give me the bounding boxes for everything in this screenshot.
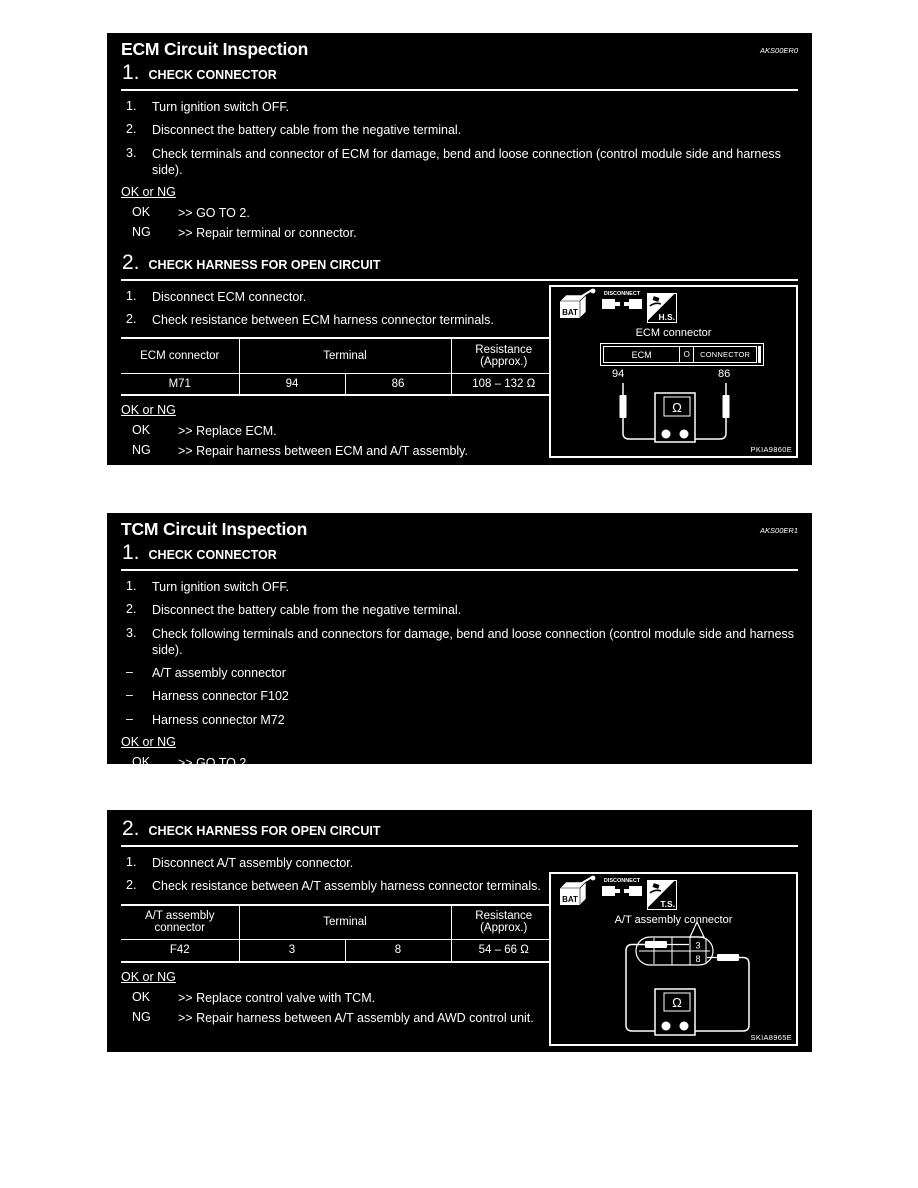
terminal-number: 86 [718,368,731,380]
result-action: >> Repair terminal or connector. [178,226,357,241]
dash-item [121,712,798,728]
list-text: Disconnect the battery cable from the negative terminal. [152,603,462,618]
list-marker: 2. [126,602,137,617]
list-marker: 3. [126,625,137,640]
list-marker: 1. [126,855,137,869]
section-header [121,39,798,60]
result-row [121,775,798,791]
list-item [121,146,798,179]
result-key: OK [132,754,151,769]
figure-code: SKIA8965E [750,1033,792,1042]
step-title: CHECK CONNECTOR [148,548,277,562]
list-item [121,626,798,659]
at-assembly-connector-figure [549,872,798,1046]
connector-end-cap [758,346,761,363]
result-key: OK [132,989,151,1004]
dash-marker: – [126,688,133,703]
result-key: OK [132,423,151,437]
resistance-spec-table [121,337,556,396]
step-title: CHECK HARNESS FOR OPEN CIRCUIT [148,824,381,838]
step-body [121,289,558,460]
resistance-spec-table [121,904,556,963]
table-row [121,373,556,395]
tcm-step2-section [107,810,812,1052]
result-row [121,1010,558,1026]
step-title: CHECK CONNECTOR [148,68,277,82]
step-number: 2. [122,817,140,840]
result-action: >> GO TO 2. [178,755,250,770]
ok-or-ng-label: OK or NG [121,403,176,417]
disconnect-label: DISCONNECT [603,291,641,297]
list-marker: 1. [126,579,137,593]
connector-right-label: CONNECTOR [694,346,757,363]
step-heading [121,817,798,841]
list-marker: 2. [126,311,137,326]
list-marker: 2. [126,122,137,137]
figure-code: PKIA9860E [750,445,792,454]
step-heading [121,541,798,565]
terminal-cell: 8 [695,954,701,964]
table-header-row [121,338,556,373]
list-item [121,855,558,871]
section-title: TCM Circuit Inspection [121,519,308,539]
list-text: Check resistance between A/T assembly harness connector terminals. [152,879,541,894]
table-cell: 108 – 132 Ω [451,373,556,395]
list-text: Disconnect ECM connector. [152,289,307,304]
column-header: Resistance (Approx.) [451,338,556,373]
result-action: >> Replace control valve with TCM. [178,990,376,1005]
terminal-cell: 3 [695,940,701,951]
hand-glyph [649,295,664,308]
list-text: Check resistance between ECM harness connector terminals. [152,312,494,327]
list-item [121,312,558,328]
step-heading [121,61,798,85]
dash-item [121,665,798,681]
divider [121,279,798,281]
result-action: >> GO TO 2. [178,206,250,220]
battery-icon [555,875,597,912]
figure-caption: ECM connector [635,327,712,339]
ts-tool-icon [647,880,677,910]
step-number: 2. [122,250,140,274]
list-marker: 2. [126,878,137,893]
list-text: Disconnect the battery cable from the negative terminal. [152,123,462,138]
list-text: Disconnect A/T assembly connector. [152,856,354,870]
ohm-symbol: Ω [672,400,682,415]
step-heading [121,251,798,275]
section-header [121,519,798,540]
divider [121,845,798,847]
table-row [121,940,556,962]
result-row [121,225,798,241]
column-header: Terminal [239,338,451,373]
list-item [121,602,798,618]
hs-label: H.S. [658,312,675,322]
terminal-number: 94 [612,368,625,380]
result-action: >> Replace ECM. [178,424,277,438]
result-action: >> Repair harness between ECM and A/T assembly. [178,444,468,459]
dash-item [121,688,798,704]
hs-tool-icon [647,293,677,323]
dash-text: Harness connector F102 [152,689,289,704]
disconnect-label: DISCONNECT [603,878,641,884]
list-item [121,122,798,138]
table-cell: 94 [239,373,345,395]
result-row [121,423,558,439]
result-key: NG [132,775,151,789]
table-cell: M71 [168,377,191,390]
ok-or-ng-label: OK or NG [121,969,176,984]
battery-icon [555,288,597,325]
result-action: >> Repair harness between A/T assembly and AWD control unit. [178,1010,534,1025]
ok-or-ng-label: OK or NG [121,185,176,199]
result-row [121,205,798,221]
hand-glyph [649,882,664,895]
list-item [121,579,798,595]
ohm-symbol: Ω [672,995,682,1010]
doc-code: AKS00ER1 [760,526,798,535]
list-text: Turn ignition switch OFF. [152,100,290,114]
result-row [121,443,558,459]
result-key: OK [132,205,151,219]
table-header-row [121,905,556,940]
battery-label: BAT [562,308,578,317]
list-text: Check following terminals and connectors for damage, bend and loose connection (control module side and harness side). [152,626,795,657]
table-cell: 86 [345,373,451,395]
figure-caption: A/T assembly connector [614,914,733,926]
result-action: >> Repair terminal or connector. [178,776,357,790]
dash-marker: – [126,711,133,726]
ecm-connector-figure [549,285,798,458]
doc-code: AKS00ER0 [760,46,798,55]
list-marker: 1. [126,288,137,303]
tcm-circuit-inspection-section [107,513,812,790]
list-item [121,289,558,305]
list-item [121,99,798,115]
result-key: NG [132,225,151,240]
list-item [121,878,558,894]
disconnect-icon [599,288,645,323]
dash-text: Harness connector M72 [152,712,285,727]
table-cell: F42 [169,944,190,957]
ecm-circuit-inspection-section [107,33,812,465]
result-row [121,755,798,771]
table-cell: 54 – 66 Ω [451,940,556,962]
ecm-connector-symbol [600,343,764,366]
column-header: Terminal [239,905,451,940]
list-marker: 3. [126,145,137,160]
step-number: 1. [122,61,140,84]
battery-label: BAT [562,895,578,904]
result-key: NG [132,443,151,458]
section-title: ECM Circuit Inspection [121,39,309,59]
step-body [121,855,558,1026]
column-header: ECM connector [121,338,239,373]
disconnect-icon [599,875,645,910]
divider [121,569,798,571]
result-key: NG [132,1009,151,1024]
step-title: CHECK HARNESS FOR OPEN CIRCUIT [148,257,381,272]
list-text: Turn ignition switch OFF. [152,580,290,594]
result-row [121,990,558,1006]
list-marker: 1. [126,99,137,113]
list-text: Check terminals and connector of ECM for damage, bend and loose connection (control module side and harness side). [152,146,781,177]
column-header: A/T assembly connector [121,905,239,940]
connector-left-label: ECM [603,346,680,363]
connector-mid-label: O [680,346,694,363]
step-number: 1. [122,541,140,564]
ok-or-ng-label: OK or NG [121,734,176,749]
table-cell: 8 [345,940,451,962]
ts-label: T.S. [660,899,675,909]
table-cell: 3 [239,940,345,962]
dash-marker: – [126,665,133,679]
dash-text: A/T assembly connector [152,666,286,680]
column-header: Resistance (Approx.) [451,905,556,940]
divider [121,89,798,91]
